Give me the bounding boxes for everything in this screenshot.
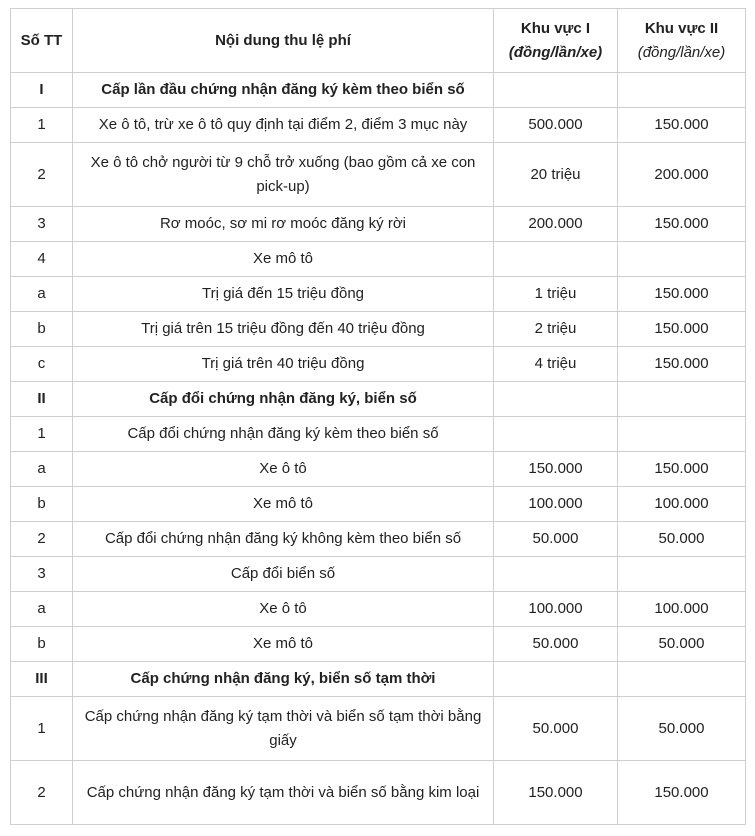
row-desc: Cấp chứng nhận đăng ký tạm thời và biển số bằng kim loại [73,761,494,825]
header-k2-title: Khu vực II [644,19,719,37]
table-row [11,143,746,207]
row-desc: Cấp lần đầu chứng nhận đăng ký kèm theo biển số [73,73,494,108]
row-stt: a [11,277,73,312]
row-desc: Cấp chứng nhận đăng ký, biển số tạm thời [73,662,494,697]
table-row [11,277,746,312]
row-k1: 1 triệu [494,277,618,312]
row-stt: I [11,73,73,108]
row-k1: 150.000 [494,452,618,487]
row-stt: c [11,347,73,382]
row-k1 [494,242,618,277]
row-desc: Cấp chứng nhận đăng ký tạm thời và biển số tạm thời bằng giấy [73,697,494,761]
row-k1: 50.000 [494,522,618,557]
row-k2: 150.000 [618,761,746,825]
row-k1 [494,73,618,108]
row-stt: 3 [11,207,73,242]
table-row [11,452,746,487]
row-k2 [618,242,746,277]
table-row [11,557,746,592]
row-k2: 150.000 [618,108,746,143]
row-stt: b [11,627,73,662]
row-stt: III [11,662,73,697]
table-row [11,108,746,143]
row-k1 [494,417,618,452]
header-khu-vuc-1 [494,9,618,73]
row-desc: Xe mô tô [73,627,494,662]
row-stt: 1 [11,108,73,143]
row-k2: 150.000 [618,452,746,487]
row-desc: Xe ô tô [73,452,494,487]
row-desc: Cấp đổi chứng nhận đăng ký không kèm theo biển số [73,522,494,557]
row-k2: 150.000 [618,207,746,242]
row-desc: Xe ô tô, trừ xe ô tô quy định tại điểm 2, điểm 3 mục này [73,108,494,143]
row-stt: 3 [11,557,73,592]
header-content: Nội dung thu lệ phí [73,9,494,73]
row-desc: Xe ô tô [73,592,494,627]
row-k2: 100.000 [618,592,746,627]
row-stt: 1 [11,697,73,761]
table-row [11,312,746,347]
table-row [11,697,746,761]
row-desc: Xe mô tô [73,242,494,277]
row-k1: 100.000 [494,487,618,522]
row-desc: Cấp đổi biển số [73,557,494,592]
row-k2: 50.000 [618,627,746,662]
table-row [11,487,746,522]
row-k1: 50.000 [494,697,618,761]
row-k2: 150.000 [618,312,746,347]
row-desc: Cấp đổi chứng nhận đăng ký kèm theo biển số [73,417,494,452]
header-k2-unit: (đồng/lần/xe) [637,43,726,61]
row-stt: 2 [11,143,73,207]
row-k1: 500.000 [494,108,618,143]
row-k2 [618,557,746,592]
row-desc: Trị giá trên 40 triệu đồng [73,347,494,382]
row-stt: 4 [11,242,73,277]
row-stt: b [11,487,73,522]
table-row [11,761,746,825]
row-k1: 50.000 [494,627,618,662]
row-k2 [618,382,746,417]
row-stt: b [11,312,73,347]
row-k2: 50.000 [618,697,746,761]
table-row [11,207,746,242]
row-k2: 150.000 [618,347,746,382]
row-k1: 150.000 [494,761,618,825]
header-k1-title: Khu vực I [520,19,591,37]
header-row [11,9,746,73]
row-stt: a [11,592,73,627]
row-desc: Xe ô tô chở người từ 9 chỗ trở xuống (bao gồm cả xe con pick-up) [73,143,494,207]
row-k1: 100.000 [494,592,618,627]
row-desc: Trị giá đến 15 triệu đồng [73,277,494,312]
row-stt: 2 [11,761,73,825]
row-k2: 200.000 [618,143,746,207]
table-row [11,662,746,697]
row-k1: 4 triệu [494,347,618,382]
row-k1 [494,382,618,417]
table-row [11,382,746,417]
row-k2 [618,73,746,108]
row-k1 [494,662,618,697]
row-k1: 2 triệu [494,312,618,347]
header-k1-unit: (đồng/lần/xe) [508,43,603,61]
row-stt: 1 [11,417,73,452]
row-k1: 200.000 [494,207,618,242]
table-row [11,627,746,662]
table-row [11,522,746,557]
row-k1 [494,557,618,592]
row-desc: Rơ moóc, sơ mi rơ moóc đăng ký rời [73,207,494,242]
header-khu-vuc-2 [618,9,746,73]
row-k2 [618,417,746,452]
fee-table [10,8,746,825]
row-stt: II [11,382,73,417]
header-stt: Số TT [11,9,73,73]
row-k2 [618,662,746,697]
row-desc: Xe mô tô [73,487,494,522]
row-desc: Trị giá trên 15 triệu đồng đến 40 triệu đồng [73,312,494,347]
row-k1: 20 triệu [494,143,618,207]
row-desc: Cấp đổi chứng nhận đăng ký, biển số [73,382,494,417]
table-row [11,73,746,108]
row-k2: 150.000 [618,277,746,312]
row-k2: 50.000 [618,522,746,557]
table-row [11,417,746,452]
table-row [11,592,746,627]
row-stt: a [11,452,73,487]
row-k2: 100.000 [618,487,746,522]
table-row [11,242,746,277]
table-row [11,347,746,382]
row-stt: 2 [11,522,73,557]
